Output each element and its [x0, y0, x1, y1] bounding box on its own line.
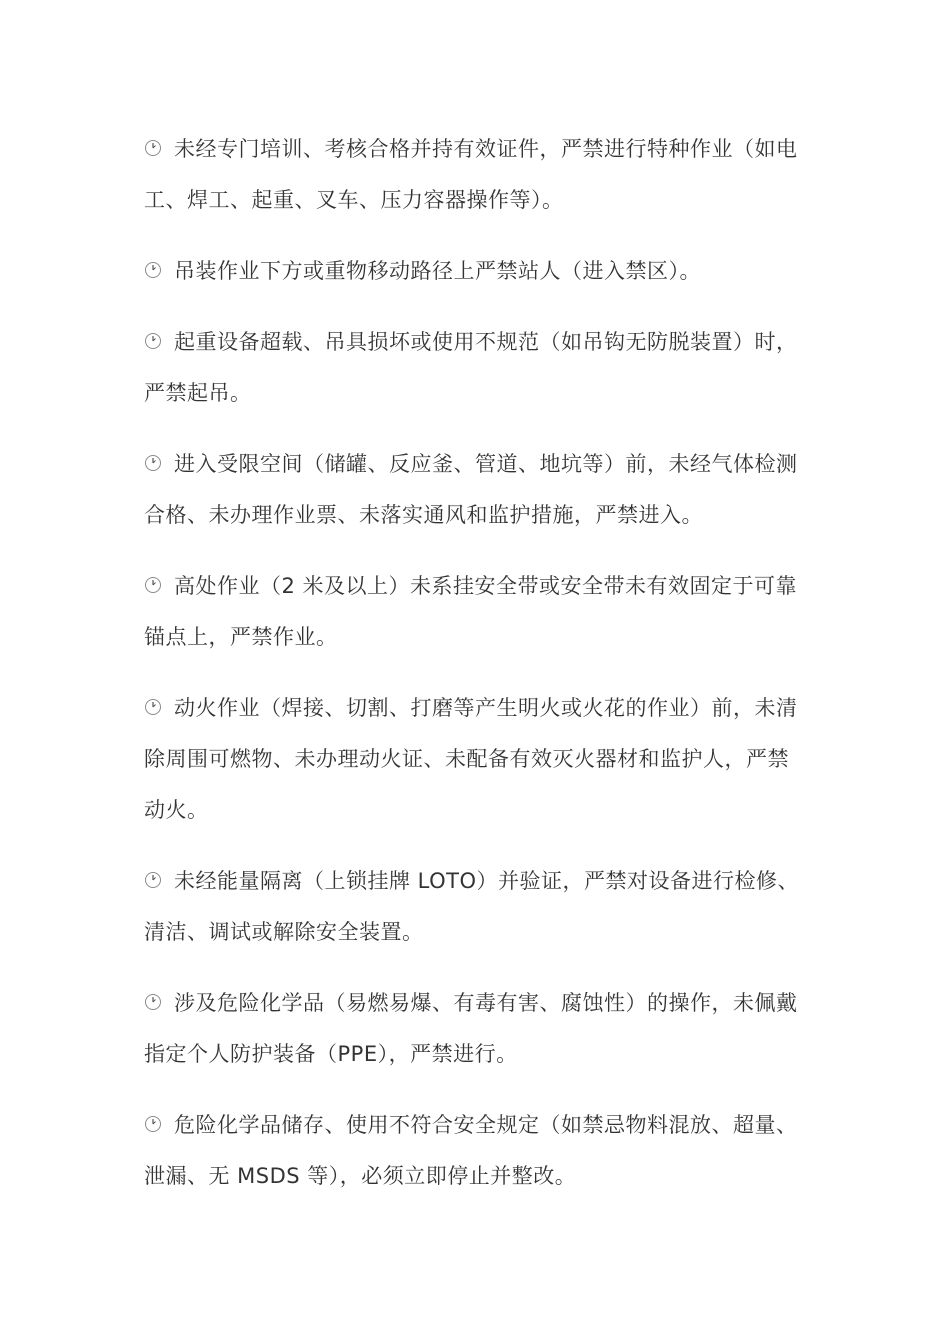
- clock-icon: [144, 261, 162, 279]
- item-text: 涉及危险化学品（易燃易爆、有毒有害、腐蚀性）的操作，未佩戴指定个人防护装备（PPE），严禁进行。: [144, 991, 798, 1066]
- item-text: 危险化学品储存、使用不符合安全规定（如禁忌物料混放、超量、泄漏、无 MSDS 等），必须立即停止并整改。: [144, 1113, 798, 1188]
- list-item: [144, 246, 809, 297]
- list-item: [144, 1100, 809, 1202]
- list-item: [144, 561, 809, 663]
- clock-icon: [144, 332, 162, 350]
- item-text: 未经能量隔离（上锁挂牌 LOTO）并验证，严禁对设备进行检修、清洁、调试或解除安全装置。: [144, 869, 800, 944]
- list-item: [144, 978, 809, 1080]
- list-item: [144, 683, 809, 836]
- clock-icon: [144, 139, 162, 157]
- clock-icon: [144, 576, 162, 594]
- list-item: [144, 317, 809, 419]
- list-item: [144, 124, 809, 226]
- item-text: 高处作业（2 米及以上）未系挂安全带或安全带未有效固定于可靠锚点上，严禁作业。: [144, 574, 798, 649]
- clock-icon: [144, 871, 162, 889]
- item-text: 吊装作业下方或重物移动路径上严禁站人（进入禁区）。: [174, 259, 701, 283]
- clock-icon: [144, 993, 162, 1011]
- clock-icon: [144, 454, 162, 472]
- document-body: [144, 124, 809, 1222]
- item-text: 未经专门培训、考核合格并持有效证件，严禁进行特种作业（如电工、焊工、起重、叉车、压力容器操作等）。: [144, 137, 798, 212]
- list-item: [144, 439, 809, 541]
- clock-icon: [144, 698, 162, 716]
- list-item: [144, 856, 809, 958]
- item-text: 动火作业（焊接、切割、打磨等产生明火或火花的作业）前，未清除周围可燃物、未办理动火证、未配备有效灭火器材和监护人，严禁动火。: [144, 696, 798, 822]
- clock-icon: [144, 1115, 162, 1133]
- item-text: 起重设备超载、吊具损坏或使用不规范（如吊钩无防脱装置）时，严禁起吊。: [144, 330, 798, 405]
- item-text: 进入受限空间（储罐、反应釜、管道、地坑等）前，未经气体检测合格、未办理作业票、未落实通风和监护措施，严禁进入。: [144, 452, 798, 527]
